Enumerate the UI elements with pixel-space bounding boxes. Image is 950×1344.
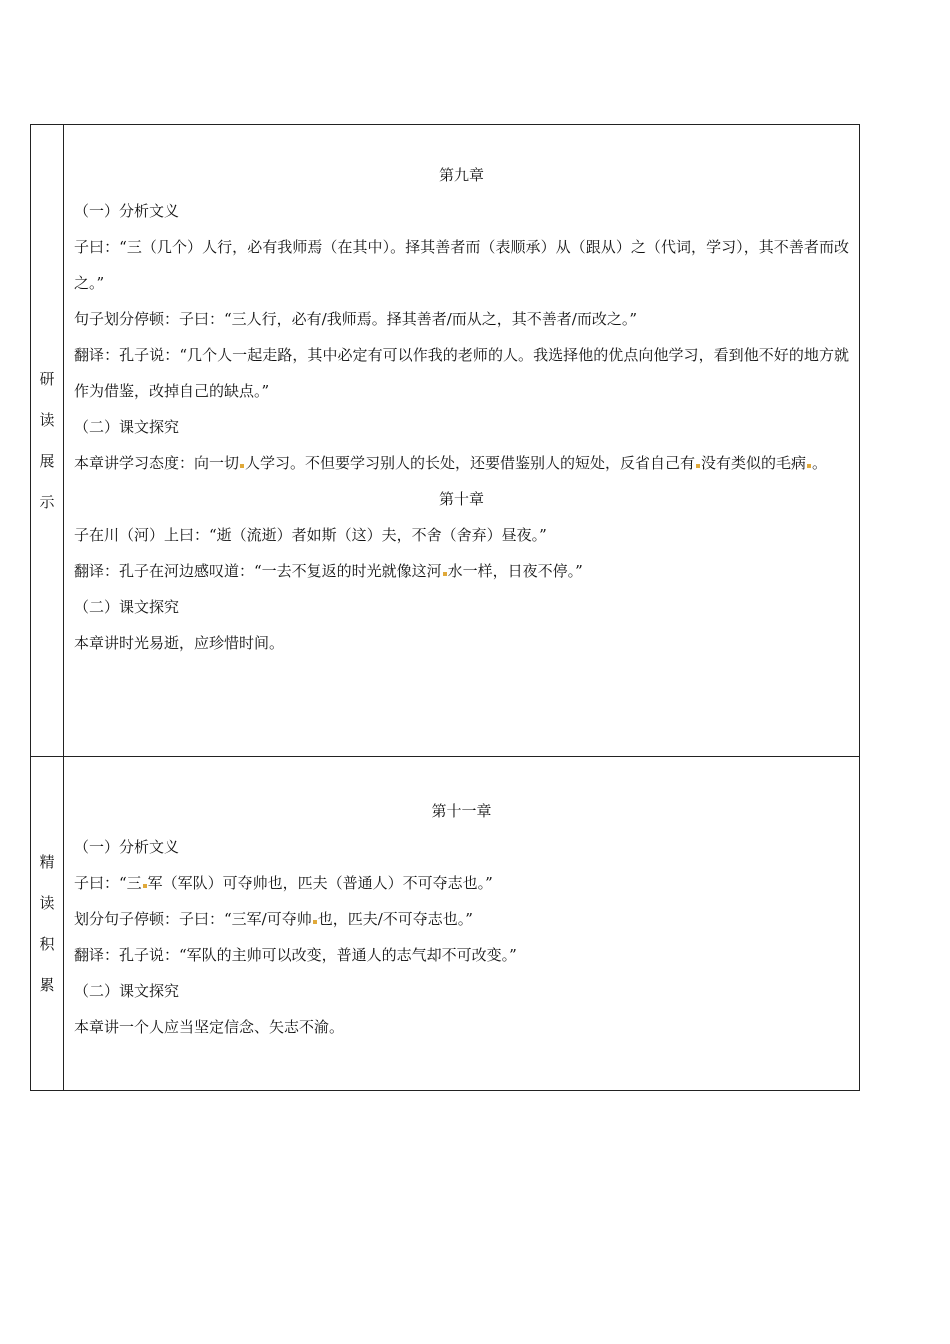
side-char: 示 — [39, 492, 55, 511]
side-char: 积 — [39, 934, 55, 953]
highlight-mark — [807, 464, 811, 468]
study-table — [30, 124, 860, 1091]
chapter-9-heading-inquiry: （二）课文探究 — [74, 418, 180, 436]
chapter-10-title: 第十章 — [438, 490, 484, 508]
section-label-study-display — [31, 125, 64, 756]
chapter-9-translation: 翻译：孔子说：“几个人一起走路，其中必定有可以作我的老师的人。我选择他的优点向他学习，看到他不好的地方就作为借鉴，改掉自己的缺点。” — [74, 346, 849, 400]
chapter-9-pause: 句子划分停顿：子曰：“三人行，必有/我师焉。择其善者/而从之，其不善者/而改之。” — [74, 310, 638, 328]
highlight-mark — [143, 884, 147, 888]
translation-part: 水一样，日夜不停。” — [447, 562, 583, 580]
chapter-9-quote: 子曰：“三（几个）人行，必有我师焉（在其中）。择其善者而（表顺承）从（跟从）之（代词，学习），其不善者而改之。” — [74, 238, 849, 292]
chapter-9-theme — [74, 445, 849, 481]
side-char: 精 — [39, 852, 55, 871]
highlight-mark — [313, 920, 317, 924]
section-label-intensive-reading — [31, 757, 64, 1090]
section-content — [64, 757, 859, 1090]
theme-part: 人学习。不但要学习别人的长处，还要借鉴别人的短处，反省自己有 — [245, 454, 696, 472]
highlight-mark — [696, 464, 700, 468]
section-intensive-reading — [31, 756, 859, 1090]
side-char: 读 — [39, 410, 55, 429]
chapter-10-theme: 本章讲时光易逝，应珍惜时间。 — [74, 634, 285, 652]
theme-part: 。 — [812, 454, 828, 472]
pause-part: 也，匹夫/不可夺志也。” — [317, 910, 473, 928]
chapter-11-quote — [74, 865, 849, 901]
quote-part: 子曰：“三 — [74, 874, 142, 892]
chapter-9-title: 第九章 — [438, 166, 484, 184]
chapter-11-heading-analysis: （一）分析文义 — [74, 838, 180, 856]
chapter-10-quote: 子在川（河）上曰：“逝（流逝）者如斯（这）夫，不舍（舍弃）昼夜。” — [74, 526, 547, 544]
side-char: 读 — [39, 893, 55, 912]
quote-part: 军（军队）可夺帅也，匹夫（普通人）不可夺志也。” — [147, 874, 493, 892]
side-char: 展 — [39, 451, 55, 470]
section-content — [64, 125, 859, 756]
highlight-mark — [443, 572, 447, 576]
translation-part: 翻译：孔子在河边感叹道：“一去不复返的时光就像这河 — [74, 562, 442, 580]
chapter-9-heading-analysis: （一）分析文义 — [74, 202, 180, 220]
side-char: 累 — [39, 975, 55, 994]
chapter-11-heading-inquiry: （二）课文探究 — [74, 982, 180, 1000]
theme-part: 没有类似的毛病 — [701, 454, 807, 472]
highlight-mark — [240, 464, 244, 468]
chapter-11-theme: 本章讲一个人应当坚定信念、矢志不渝。 — [74, 1018, 345, 1036]
chapter-10-heading-inquiry: （二）课文探究 — [74, 598, 180, 616]
chapter-10-translation — [74, 553, 849, 589]
chapter-11-title: 第十一章 — [431, 802, 492, 820]
theme-part: 本章讲学习态度：向一切 — [74, 454, 240, 472]
pause-part: 划分句子停顿：子曰：“三军/可夺帅 — [74, 910, 312, 928]
chapter-11-pause — [74, 901, 849, 937]
section-study-display — [31, 125, 859, 756]
side-char: 研 — [39, 369, 55, 388]
chapter-11-translation: 翻译：孔子说：“军队的主帅可以改变，普通人的志气却不可改变。” — [74, 946, 517, 964]
